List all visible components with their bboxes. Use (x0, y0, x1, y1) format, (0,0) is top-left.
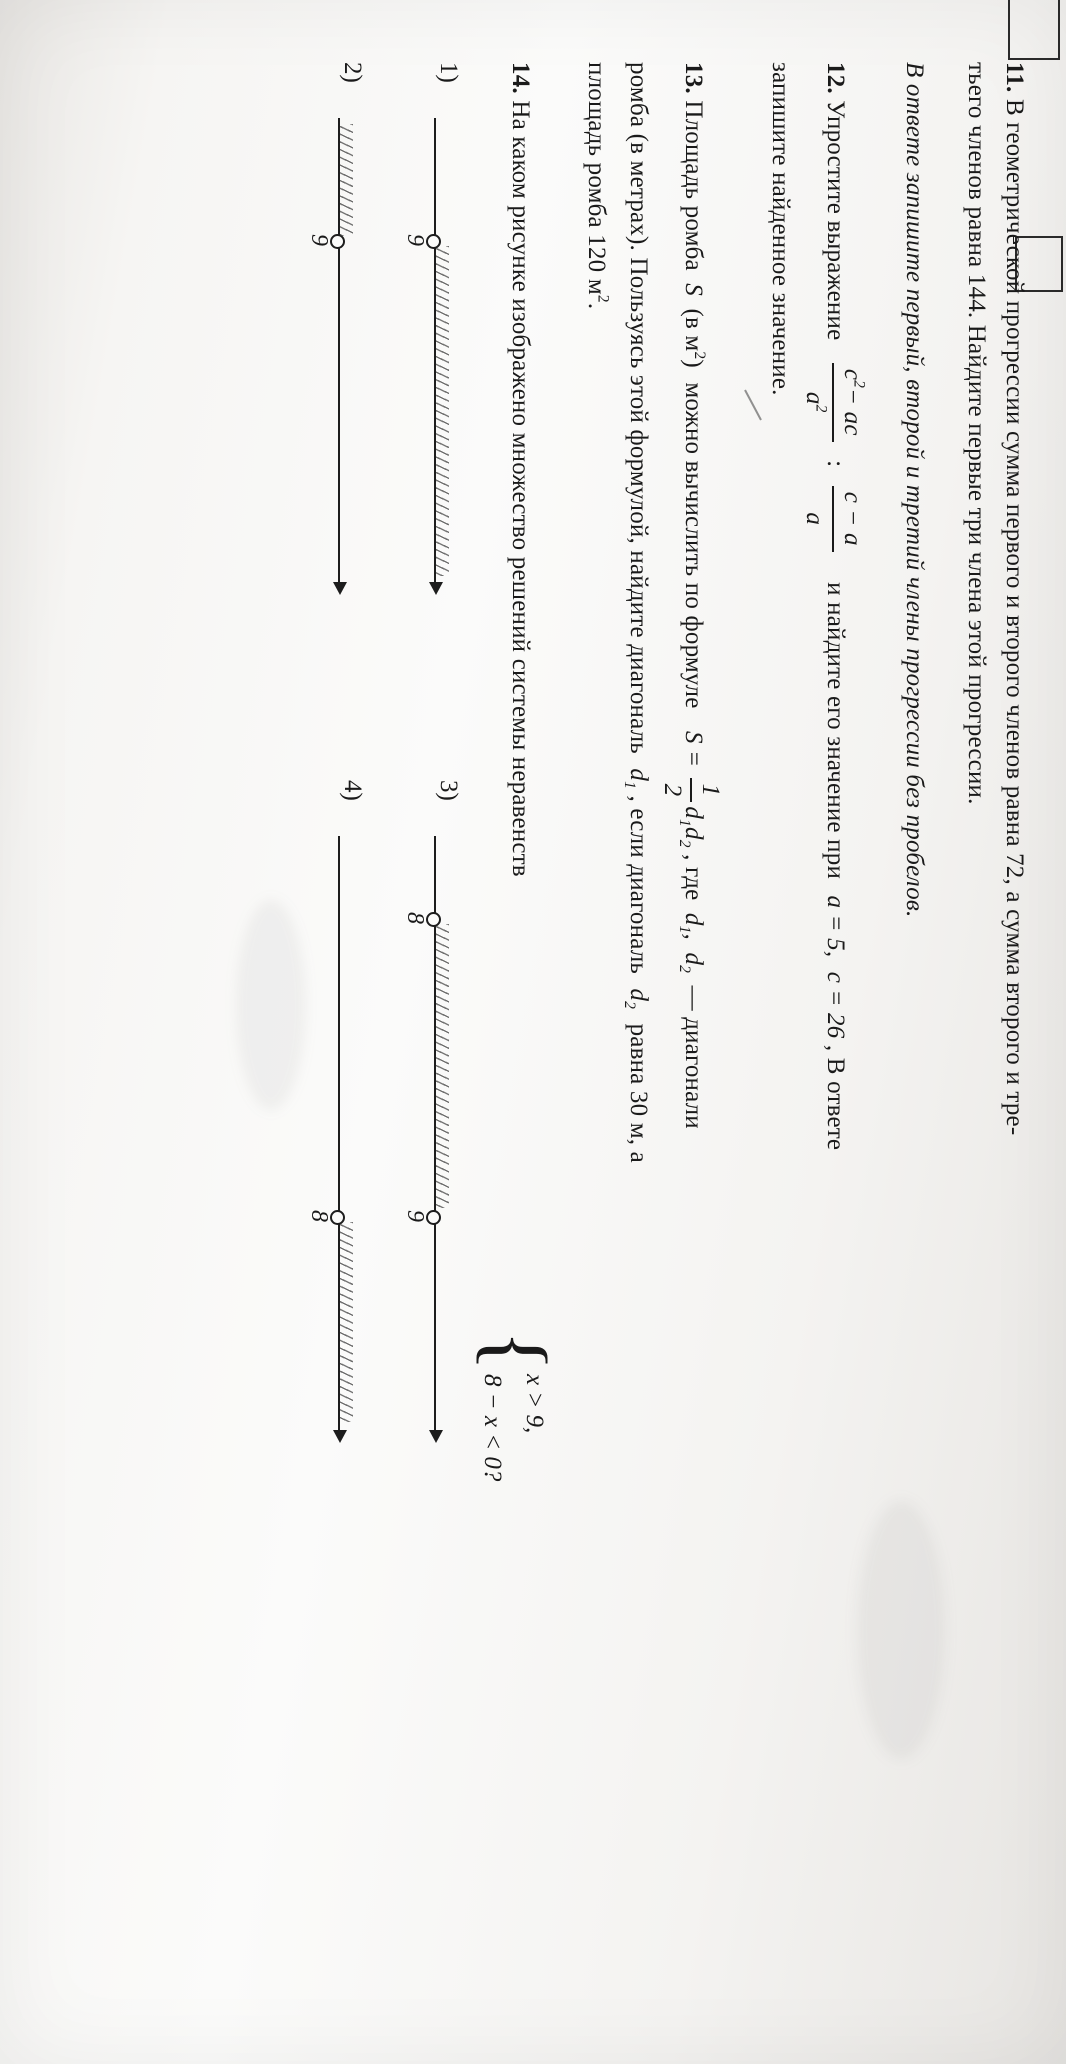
option-2-label: 2) (339, 62, 366, 83)
task-13-d2 (675, 952, 707, 974)
option-2-point (330, 234, 345, 249)
task-14-system (458, 1330, 565, 1660)
task-12-value-a: a = 5, (821, 895, 849, 958)
option-4-arrow (333, 1430, 347, 1443)
option-3-shading (436, 924, 449, 1208)
task-13-line3-end: . (583, 302, 610, 310)
task-12-line2 (763, 62, 799, 396)
pencil-mark-artifact (744, 390, 762, 421)
task-11 (997, 62, 1033, 1962)
option-3-tick-label-1: 8 (402, 912, 428, 924)
task-14-text: На каком рисунке изображено множество решений системы неравенств (507, 100, 534, 877)
option-2-shading (340, 124, 353, 236)
task-13 (655, 62, 728, 2022)
option-1-arrow (429, 582, 443, 595)
task-13-line2-d2-sub: 2 (621, 1001, 638, 1010)
task-12-number: 12. (821, 62, 849, 94)
task-12-value-c: c = 26 (821, 971, 849, 1039)
task-13-line2-d2-letter: d (625, 988, 652, 1002)
task-11-number: 11. (1001, 62, 1028, 93)
formula-half-fraction (655, 778, 728, 803)
option-4[interactable] (292, 780, 366, 1480)
system-inequality-1: x > 9, (521, 1374, 548, 1434)
task-13-line3-text: площадь ромба 120 м (583, 62, 610, 295)
task-12-label: Упростите выражение (821, 100, 849, 341)
task-11-text: В геометрической прогрессии сумма первого и второго членов равна 72, а сумма второго и тре- (1001, 98, 1028, 1136)
task-12-fraction-1 (797, 363, 870, 442)
task-11-text-line2: тьего членов равна 144. Найдите первые три члена этой прогрессии. (963, 62, 990, 805)
task-13-sup-2: 2 (691, 351, 709, 360)
task-12 (797, 62, 870, 2012)
task-13-text-c: (в м (679, 308, 707, 352)
option-1[interactable] (388, 62, 462, 622)
system-inequality-2: 8 − x < 0? (479, 1374, 506, 1482)
task-13-line2 (621, 62, 657, 1163)
task-13-text-d: ) (679, 359, 707, 368)
task-13-line2-d2 (621, 988, 652, 1010)
formula-d2: d (679, 827, 707, 840)
instruction-text: В ответе запишите первый, второй и третий члены прогрессии без пробелов. (901, 62, 928, 918)
task-13-text-g: — диагонали (679, 985, 707, 1129)
task-13-formula (659, 730, 724, 854)
formula-half-den: 2 (655, 778, 693, 803)
option-3-tick-label-2: 9 (402, 1210, 428, 1222)
task-13-symbol-S: S (679, 283, 707, 296)
task-13-line3-sup: 2 (594, 294, 612, 303)
frac1-den-a: a (801, 391, 829, 405)
option-3[interactable] (388, 780, 462, 1480)
task-13-d2-letter: d (679, 952, 707, 966)
task-12-divider: : (821, 460, 849, 468)
task-13-d1-sub: 1 (675, 925, 693, 934)
option-2[interactable] (292, 62, 366, 622)
task-13-line3 (579, 62, 615, 309)
formula-half-num: 1 (697, 783, 724, 797)
option-1-tick-label: 9 (402, 234, 428, 246)
instruction-line (897, 62, 933, 1962)
frac1-num-exp: 2 (850, 380, 868, 389)
corner-box-artifact-1 (1008, 0, 1060, 60)
task-13-d2-sub: 2 (675, 965, 693, 974)
task-13-number: 13. (679, 62, 707, 94)
task-13-line2-a: ромба (в метрах). Пользуясь этой формулой, найдите диагональ (625, 62, 652, 754)
task-12-tail: и найдите его значение при (821, 582, 849, 880)
task-12-tail3: запишите найденное значение. (767, 62, 794, 396)
task-13-text-a: Площадь ромба (679, 100, 707, 271)
option-2-tick-label: 9 (306, 234, 332, 246)
system-brace: { (469, 1330, 565, 1372)
task-13-text-f: , где (679, 854, 707, 901)
task-13-line2-d1 (621, 768, 652, 790)
option-1-label: 1) (435, 62, 462, 83)
fraction-1-numerator (835, 363, 871, 442)
task-13-line2-d1-sub: 1 (621, 781, 638, 790)
task-13-text-e: можно вычислить по формуле (679, 382, 707, 709)
option-4-shading (340, 1222, 353, 1422)
option-3-label: 3) (435, 780, 462, 801)
task-12-tail2: , В ответе (821, 1044, 849, 1151)
option-4-tick-label: 8 (306, 1210, 332, 1222)
fraction-2-denominator: a (797, 486, 835, 552)
option-4-label: 4) (339, 780, 366, 801)
frac1-num-c: c (839, 368, 866, 381)
formula-d2-sub: 2 (675, 839, 693, 848)
fraction-1-denominator (797, 363, 835, 442)
task-13-d1: $d_1$, (675, 912, 707, 940)
task-12-fraction-2 (797, 486, 870, 552)
formula-d1: d (679, 806, 707, 820)
task-13-line2-b: , если диагональ (625, 795, 652, 975)
formula-d1-sub: 1 (675, 819, 693, 827)
task-14 (503, 62, 539, 877)
fraction-2-numerator: c − a (839, 491, 866, 546)
frac1-den-exp: 2 (812, 404, 830, 413)
option-2-arrow (333, 582, 347, 595)
task-13-d1-letter: d (679, 912, 707, 926)
task-11-line2 (959, 62, 995, 1962)
frac1-num-rest: − ac (839, 388, 866, 436)
option-3-arrow (429, 1430, 443, 1443)
option-1-shading (436, 246, 449, 576)
task-13-line2-d1-letter: d (625, 768, 652, 782)
option-3-point-2 (426, 1210, 441, 1225)
task-14-number: 14. (507, 62, 534, 94)
task-13-line2-c: равна 30 м, а (625, 1023, 652, 1163)
formula-lhs: S = (679, 730, 707, 768)
